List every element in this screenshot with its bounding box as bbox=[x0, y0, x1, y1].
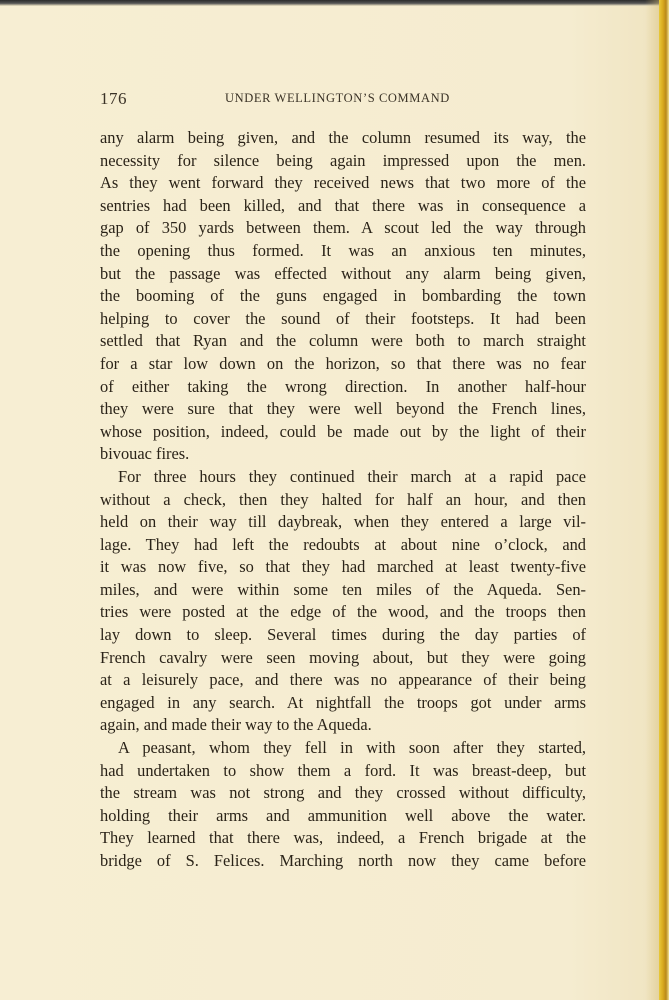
page-number: 176 bbox=[100, 89, 127, 108]
text-line: lay down to sleep. Several times during the day parties of bbox=[100, 625, 586, 645]
text-line: but the passage was effected without any alarm being given, bbox=[100, 263, 586, 283]
text-line: of either taking the wrong direction. In another half-hour bbox=[100, 376, 586, 396]
body-text bbox=[100, 127, 586, 873]
text-line: holding their arms and ammunition well above the water. bbox=[100, 805, 586, 825]
text-line: necessity for silence being again impressed upon the men. bbox=[100, 150, 586, 170]
text-line: without a check, then they halted for half an hour, and then bbox=[100, 489, 586, 509]
text-line: French cavalry were seen moving about, but they were going bbox=[100, 647, 586, 667]
text-line: A peasant, whom they fell in with soon after they started, bbox=[118, 738, 586, 758]
text-line: the booming of the guns engaged in bombarding the town bbox=[100, 286, 586, 306]
text-line: again, and made their way to the Aqueda. bbox=[100, 715, 372, 735]
page-fold-shadow bbox=[645, 0, 659, 1000]
text-line: miles, and were within some ten miles of the Aqueda. Sen- bbox=[100, 579, 586, 599]
text-line: the opening thus formed. It was an anxious ten minutes, bbox=[100, 240, 586, 260]
text-line: held on their way till daybreak, when they entered a large vil- bbox=[100, 512, 586, 532]
text-line: lage. They had left the redoubts at about nine o’clock, and bbox=[100, 534, 586, 554]
text-line: gap of 350 yards between them. A scout led the way through bbox=[100, 218, 586, 238]
text-line: As they went forward they received news that two more of the bbox=[100, 173, 586, 193]
text-line: the stream was not strong and they crossed without difficulty, bbox=[100, 783, 586, 803]
text-line: They learned that there was, indeed, a French brigade at the bbox=[100, 828, 586, 848]
text-line: for a star low down on the horizon, so that there was no fear bbox=[100, 353, 586, 373]
text-line: settled that Ryan and the column were both to march straight bbox=[100, 331, 586, 351]
text-line: engaged in any search. At nightfall the troops got under arms bbox=[100, 692, 586, 712]
text-line: bridge of S. Felices. Marching north now they came before bbox=[100, 851, 586, 870]
running-head: UNDER WELLINGTON’S COMMAND bbox=[225, 91, 450, 105]
page-gilt-edge bbox=[659, 0, 669, 1000]
page-top-edge bbox=[0, 0, 669, 6]
text-line: For three hours they continued their march at a rapid pace bbox=[118, 466, 586, 486]
page-header bbox=[100, 89, 586, 113]
text-line: at a leisurely pace, and there was no appearance of their being bbox=[100, 670, 586, 690]
text-line: had undertaken to show them a ford. It was breast-deep, but bbox=[100, 760, 586, 780]
text-line: sentries had been killed, and that there was in consequence a bbox=[100, 195, 586, 215]
text-line: whose position, indeed, could be made out by the light of their bbox=[100, 421, 586, 441]
text-line: helping to cover the sound of their footsteps. It had been bbox=[100, 308, 586, 328]
text-line: tries were posted at the edge of the wood, and the troops then bbox=[100, 602, 586, 622]
text-line: they were sure that they were well beyond the French lines, bbox=[100, 399, 586, 419]
text-line: it was now five, so that they had marched at least twenty-five bbox=[100, 557, 586, 577]
text-line: any alarm being given, and the column resumed its way, the bbox=[100, 128, 586, 147]
text-line: bivouac fires. bbox=[100, 444, 190, 464]
